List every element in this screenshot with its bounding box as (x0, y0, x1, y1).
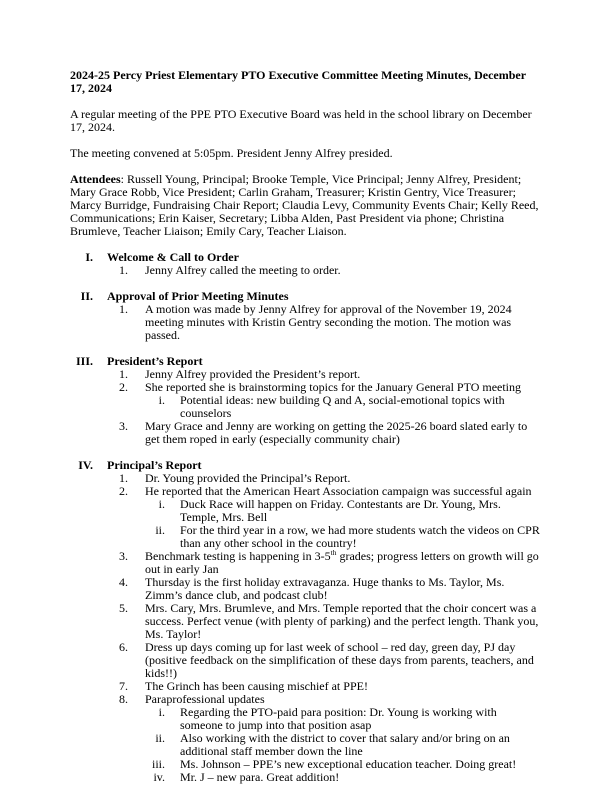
attendees-label: Attendees (70, 172, 121, 186)
subitem-number: i. (158, 497, 165, 511)
list-item (70, 771, 542, 784)
item-number: 5. (119, 601, 128, 615)
item-number: 1. (119, 302, 128, 316)
item-text: She reported she is brainstorming topics for the January General PTO meeting (145, 380, 522, 394)
section (70, 355, 542, 446)
subitem-number: ii. (155, 731, 165, 745)
attendees-text: : Russell Young, Principal; Brooke Temple, Vice Principal; Jenny Alfrey, President; Mary Grace Robb, Vice President; Carlin Graham, Treasurer; Kristin Gentry, Vice Treasurer; Marcy Burridge, Fundraising Chair Report; Claudia Levy, Community Events Chair; Kelly Reed, Communications; Erin Kaiser, Secretary; Libba Alden, Past President via phone; Christina Brumleve, Teacher Liaison; Emily Cary, Teacher Liaison. (70, 172, 539, 238)
list-item (70, 303, 542, 342)
section-numeral: I. (85, 250, 93, 264)
item-number: 2. (119, 484, 128, 498)
item-number: 4. (119, 575, 128, 589)
subitem-text: Potential ideas: new building Q and A, social-emotional topics with counselors (180, 393, 505, 420)
list-item (70, 680, 542, 693)
item-number: 6. (119, 640, 128, 654)
list-item (70, 550, 542, 576)
list-item (70, 420, 542, 446)
section-heading: President’s Report (107, 354, 203, 368)
subitem-number: i. (158, 393, 165, 407)
item-number: 1. (119, 471, 128, 485)
section-numeral: IV. (78, 458, 93, 472)
section-heading: Welcome & Call to Order (107, 250, 239, 264)
list-item (70, 602, 542, 641)
subitem-text: Regarding the PTO-paid para position: Dr. Young is working with someone to jump into that position asap (180, 705, 497, 732)
section-numeral: II. (80, 289, 93, 303)
section (70, 459, 542, 784)
list-item (70, 732, 542, 758)
intro-paragraph-2: The meeting convened at 5:05pm. President Jenny Alfrey presided. (70, 146, 393, 160)
item-number: 1. (119, 367, 128, 381)
intro-paragraph-1: A regular meeting of the PPE PTO Executive Board was held in the school library on December 17, 2024. (70, 107, 532, 134)
item-text: Mrs. Cary, Mrs. Brumleve, and Mrs. Temple reported that the choir concert was a success. Perfect venue (with plenty of parking) and the perfect length. Thank you, Ms. Taylor! (145, 601, 539, 641)
item-text: Jenny Alfrey provided the President’s report. (145, 367, 361, 381)
section (70, 251, 542, 277)
item-text: Benchmark testing is happening in 3-5th grades; progress letters on growth will go out in early Jan (145, 548, 539, 576)
item-number: 7. (119, 679, 128, 693)
item-text: The Grinch has been causing mischief at PPE! (145, 679, 368, 693)
item-number: 3. (119, 419, 128, 433)
attendees-paragraph (70, 173, 542, 238)
meeting-title: 2024-25 Percy Priest Elementary PTO Executive Committee Meeting Minutes, December 17, 2024 (70, 68, 526, 95)
item-number: 8. (119, 692, 128, 706)
sections (70, 251, 542, 784)
list-item (70, 264, 542, 277)
item-text: Mary Grace and Jenny are working on getting the 2025-26 board slated early to get them roped in early (especially community chair) (145, 419, 528, 446)
list-item (70, 576, 542, 602)
section-heading: Approval of Prior Meeting Minutes (107, 289, 289, 303)
list-item (70, 498, 542, 524)
item-text: Jenny Alfrey called the meeting to order. (145, 263, 341, 277)
item-text: Paraprofessional updates (145, 692, 265, 706)
item-text: Dr. Young provided the Principal’s Report. (145, 471, 351, 485)
document-content (70, 69, 542, 792)
item-text: Thursday is the first holiday extravaganza. Huge thanks to Ms. Taylor, Ms. Zimm’s dance club, and podcast club! (145, 575, 505, 602)
item-number: 1. (119, 263, 128, 277)
subitem-number: i. (158, 705, 165, 719)
subitem-text: For the third year in a row, we had more students watch the videos on CPR than any other school in the country! (180, 523, 540, 550)
item-text: A motion was made by Jenny Alfrey for approval of the November 19, 2024 meeting minutes with Kristin Gentry seconding the motion. The motion was passed. (145, 302, 512, 342)
subitem-number: iii. (151, 757, 165, 771)
subitem-text: Ms. Johnson – PPE’s new exceptional education teacher. Doing great! (180, 757, 517, 771)
subitem-text: Also working with the district to cover that salary and/or bring on an additional staff member down the line (180, 731, 510, 758)
section-heading: Principal’s Report (107, 458, 202, 472)
subitem-number: iv. (153, 770, 165, 784)
item-number: 3. (119, 549, 128, 563)
subitem-text: Duck Race will happen on Friday. Contestants are Dr. Young, Mrs. Temple, Mrs. Bell (180, 497, 501, 524)
section-numeral: III. (75, 354, 93, 368)
item-number: 2. (119, 380, 128, 394)
list-item (70, 394, 542, 420)
item-text: He reported that the American Heart Association campaign was successful again (145, 484, 532, 498)
list-item (70, 641, 542, 680)
subitem-number: ii. (155, 523, 165, 537)
item-text: Dress up days coming up for last week of school – red day, green day, PJ day (positive feedback on the simplification of these days from parents, teachers, and kids!!) (145, 640, 534, 680)
list-item (70, 706, 542, 732)
section (70, 290, 542, 342)
list-item (70, 524, 542, 550)
subitem-text: Mr. J – new para. Great addition! (180, 770, 340, 784)
